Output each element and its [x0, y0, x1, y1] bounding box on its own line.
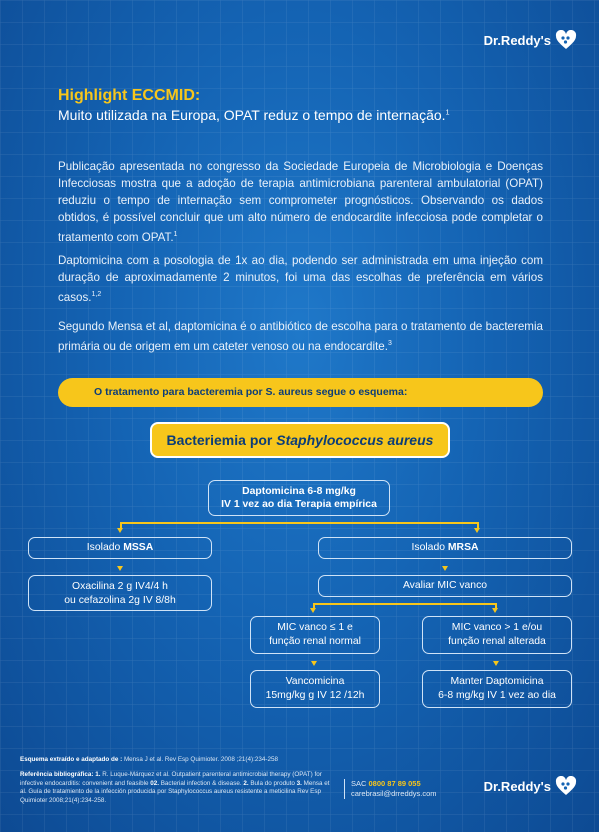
arrow-icon	[117, 566, 123, 571]
brand-name: Dr.Reddy's	[483, 778, 551, 794]
heart-logo-icon	[555, 30, 577, 50]
arrow-icon	[442, 566, 448, 571]
arrow-icon	[117, 528, 123, 533]
brand-logo-top	[484, 30, 577, 50]
paragraph-3: Segundo Mensa et al, daptomicina é o antibiótico de escolha para o tratamento de bacteremia primária ou de origem em um cateter venoso ou na endocardite.$^3$	[58, 320, 543, 353]
heart-logo-icon	[555, 776, 577, 796]
arrow-icon	[311, 661, 317, 666]
mssa-treatment-box: Oxacilina 2 g IV4/4 h ou cefazolina 2g IV 8/8h	[28, 575, 212, 611]
highlight-title: Highlight ECCMID:	[58, 87, 201, 104]
connector	[313, 603, 496, 605]
arrow-icon	[492, 608, 498, 613]
mic-low-box: MIC vanco ≤ 1 e função renal normal	[250, 616, 380, 654]
arrow-icon	[493, 661, 499, 666]
vancomycin-box: Vancomicina 15mg/kg g IV 12 /12h	[250, 670, 380, 708]
paragraph-1: Publicação apresentada no congresso da Sociedade Europeia de Microbiologia e Doenças Infecciosas mostra que a adoção de terapia antimicrobiana parenteral ambulatorial (OPAT) reduziu o tempo de internação sem comprometer prognósticos. Observando os dados obtidos, é possível concluir que um alto número de endocardite infecciosa pode completar o tratamento com OPAT.$^1$	[58, 160, 543, 244]
contact-info: SAC 0800 87 89 055 carebrasil@drreddys.com	[344, 779, 437, 799]
mssa-box: Isolado MSSA	[28, 537, 212, 559]
brand-logo-bottom	[484, 776, 577, 796]
scheme-banner: O tratamento para bacteremia por S. aureus segue o esquema:	[58, 378, 543, 407]
sac-phone[interactable]: 0800 87 89 055	[368, 779, 421, 788]
highlight-subtitle: Muito utilizada na Europa, OPAT reduz o tempo de internação.$^1$	[58, 107, 450, 123]
arrow-icon	[474, 528, 480, 533]
mic-evaluation-box: Avaliar MIC vanco	[318, 575, 572, 597]
scheme-source: Esquema extraído e adaptado de : Mensa J et al. Rev Esp Quimioter. 2008 ;21(4):234-258	[20, 756, 278, 763]
arrow-icon	[310, 608, 316, 613]
mic-high-box: MIC vanco > 1 e/ou função renal alterada	[422, 616, 572, 654]
flowchart-title: Bacteriemia por Staphylococcus aureus	[150, 422, 450, 458]
paragraph-2: Daptomicina com a posologia de 1x ao dia, podendo ser administrada em uma injeção com duração de aproximadamente 2 minutos, foi uma das escolhas de preferência em vários casos.$^{1,2}$	[58, 254, 543, 304]
contact-email[interactable]: carebrasil@drreddys.com	[351, 789, 437, 798]
empiric-therapy-box: Daptomicina 6-8 mg/kg IV 1 vez ao dia Terapia empírica	[208, 480, 390, 516]
bibliography: Referência bibliográfica: 1. R. Luque-Márquez et al. Outpatient parenteral antimicrobial therapy (OPAT) for infective endocarditis: convenient and feasible 02. Bacterial infection & disease. 2. Bula do produto 3. Mensa et al. Guía de tratamiento de la infección producida por Staphylococcus aureus resistente a meticilina Rev Esp Quimioter 2008;21(4):234-258.	[20, 771, 330, 804]
daptomycin-box: Manter Daptomicina 6-8 mg/kg IV 1 vez ao dia	[422, 670, 572, 708]
mrsa-box: Isolado MRSA	[318, 537, 572, 559]
connector	[120, 522, 478, 524]
brand-name: Dr.Reddy's	[483, 32, 551, 48]
references	[20, 756, 332, 805]
